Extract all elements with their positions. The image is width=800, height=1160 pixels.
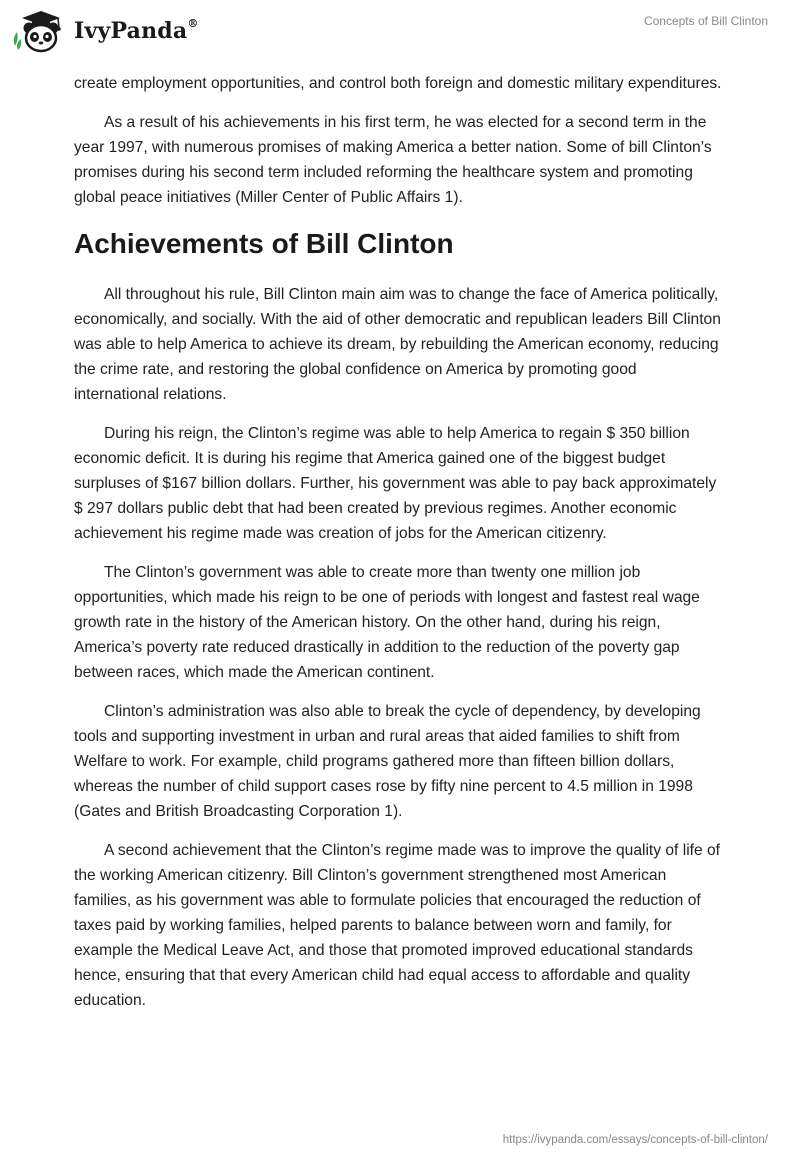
paragraph-second-term: As a result of his achievements in his first term, he was elected for a second term in the year 1997, with numerous promises of making America a better nation. Some of bill Clinton’s promises during his second term included reforming the healthcare system and promoting global peace initiatives (Miller Center of Public Affairs 1). bbox=[74, 114, 712, 206]
paragraph-dependency: Clinton’s administration was also able to break the cycle of dependency, by developing tools and supporting investment in urban and rural areas that aided families to shift from Welfare to work. For example, child programs gathered more than fifteen billion dollars, whereas the number of child support cases rose by fifty nine percent to 4.5 million in 1998 (Gates and British Broadcasting Corporation 1). bbox=[74, 703, 701, 820]
paragraph-quality-of-life: A second achievement that the Clinton’s regime made was to improve the quality of life of the working American citizenry. Bill Clinton’s government strengthened most American families, as his government was able to formulate policies that encouraged the reduction of taxes paid by working families, helped parents to balance between worn and family, for example the Medical Leave Act, and those that promoted improved educational standards hence, ensuring that that every American child had equal access to affordable and quality education. bbox=[74, 842, 720, 1009]
brand-logo[interactable] bbox=[12, 8, 199, 54]
paragraph-economy: During his reign, the Clinton’s regime was able to help America to regain $ 350 billion economic deficit. It is during his regime that America gained one of the biggest budget surpluses of $167 billion dollars. Further, his government was able to pay back approximately $ 297 dollars public debt that had been created by previous regimes. Another economic achievement his regime made was creation of jobs for the American citizenry. bbox=[74, 425, 717, 542]
paragraph-continued: create employment opportunities, and control both foreign and domestic military expenditures. bbox=[74, 75, 722, 92]
paragraph-jobs: The Clinton’s government was able to create more than twenty one million job opportunities, which made his reign to be one of periods with longest and fastest real wage growth rate in the history of the American history. On the other hand, during his reign, America’s poverty rate reduced drastically in addition to the reduction of the poverty gap between races, which made the American continent. bbox=[74, 564, 700, 681]
essay-body bbox=[74, 71, 724, 1027]
paragraph-aims: All throughout his rule, Bill Clinton main aim was to change the face of America politically, economically, and socially. With the aid of other democratic and republican leaders Bill Clinton was able to help America to achieve its dream, by rebuilding the American economy, reducing the crime rate, and restoring the global confidence on America by promoting good international relations. bbox=[74, 286, 721, 403]
brand-name: IvyPanda® bbox=[74, 16, 199, 44]
section-heading: Achievements of Bill Clinton bbox=[74, 228, 454, 259]
source-url[interactable]: https://ivypanda.com/essays/concepts-of-bill-clinton/ bbox=[502, 1134, 768, 1146]
registered-mark: ® bbox=[187, 16, 199, 30]
document-title: Concepts of Bill Clinton bbox=[643, 14, 768, 28]
page-header bbox=[0, 0, 800, 60]
panda-graduation-cap-icon bbox=[12, 8, 70, 54]
